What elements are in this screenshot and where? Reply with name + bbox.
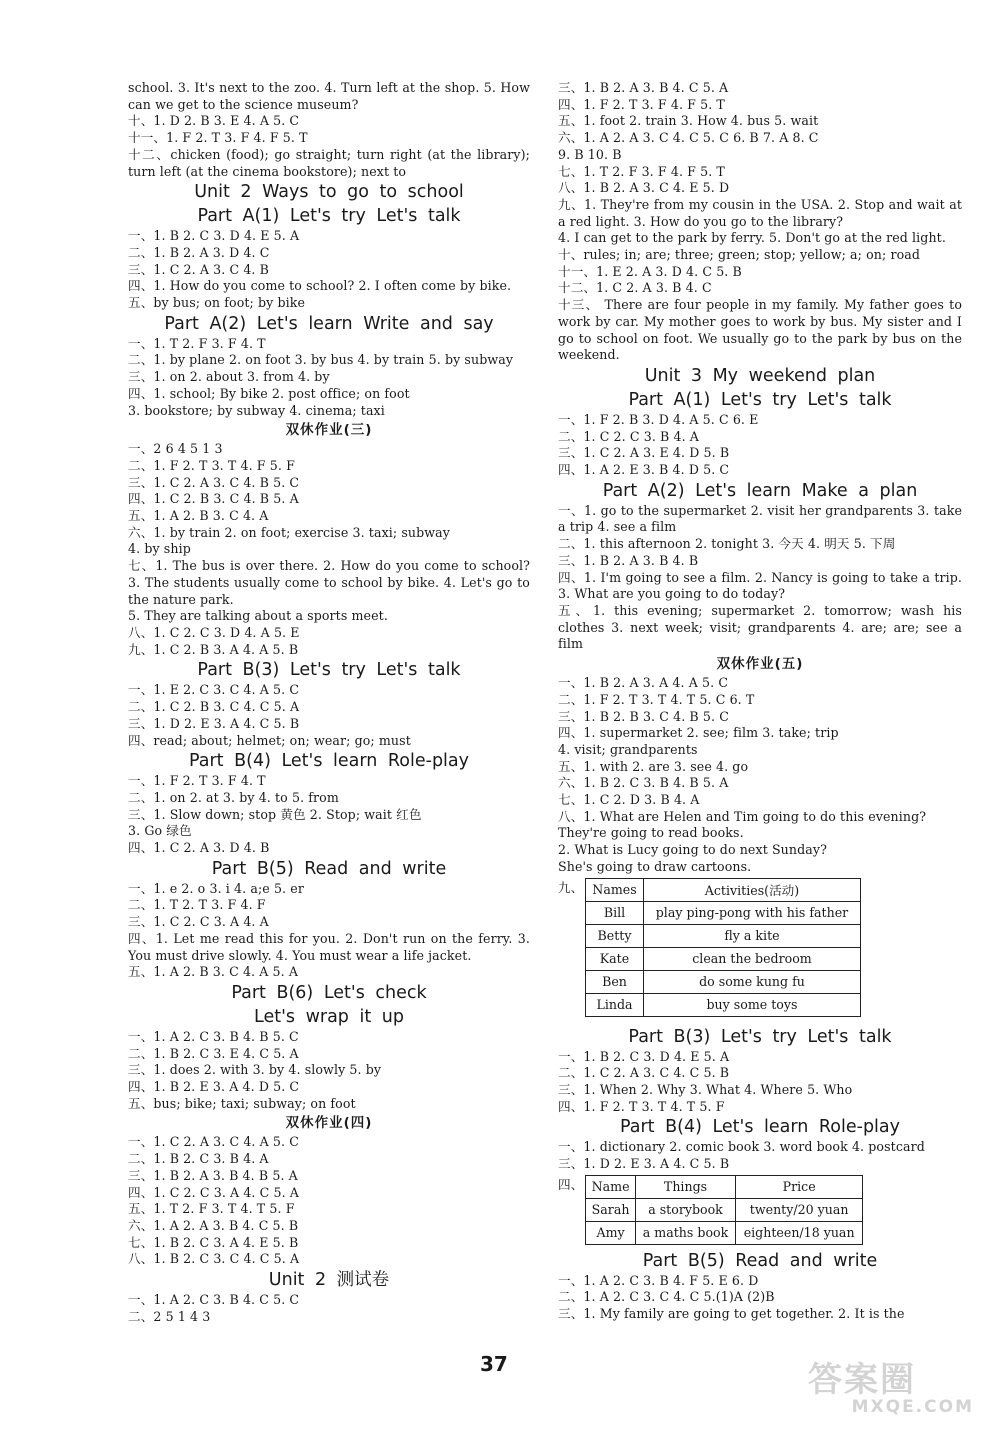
answer-line: 一、1. A 2. C 3. B 4. C 5. C (128, 1292, 300, 1308)
table-cell: Amy (586, 1221, 636, 1244)
answer-line: 八、1. B 2. A 3. C 4. E 5. D (558, 180, 730, 196)
answer-line: 六、1. B 2. C 3. B 4. B 5. A (558, 775, 729, 791)
table-cell: a maths book (635, 1221, 735, 1244)
table-cell: buy some toys (643, 993, 860, 1016)
answer-line: 七、1. T 2. F 3. F 4. F 5. T (558, 163, 725, 179)
answer-line: 9. B 10. B (558, 146, 622, 162)
weekend-homework-heading: 双休作业(四) (285, 1115, 373, 1132)
answer-line: 十一、1. F 2. T 3. F 4. F 5. T (128, 130, 308, 146)
answer-line: 五、1. with 2. are 3. see 4. go (558, 758, 749, 774)
answer-line: 十、rules; in; are; three; green; stop; yellow; a; on; road (558, 247, 921, 263)
table-cell: Sarah (586, 1198, 636, 1221)
answer-line: 3. bookstore; by subway 4. cinema; taxi (128, 402, 385, 418)
answer-line: 四、1. school; By bike 2. post office; on foot (128, 385, 410, 401)
answer-line: 四、1. F 2. T 3. T 4. T 5. F (558, 1098, 725, 1114)
section-heading: Part B(4) Let's learn Role-play (189, 751, 469, 772)
answer-line: 一、1. B 2. C 3. D 4. E 5. A (558, 1048, 730, 1064)
section-heading: Part B(3) Let's try Let's talk (628, 1026, 892, 1047)
answer-line: 四、1. A 2. E 3. B 4. D 5. C (558, 462, 730, 478)
table-header-row (586, 878, 861, 901)
table-cell: fly a kite (643, 924, 860, 947)
section-heading: Part B(3) Let's try Let's talk (197, 660, 461, 681)
watermark-text: 答案圈 (808, 1360, 916, 1400)
table-row (586, 1198, 863, 1221)
answer-line: 二、1. F 2. T 3. T 4. F 5. F (128, 457, 295, 473)
table-row (586, 1221, 863, 1244)
section-heading: Part B(6) Let's check (231, 982, 427, 1003)
table-cell: Ben (586, 970, 644, 993)
activities-table-block (558, 878, 962, 1017)
answer-line: 4. I can get to the park by ferry. 5. Don't go at the red light. (558, 230, 946, 246)
answer-line: 九、1. They're from my cousin in the USA. 2. Stop and wait at a red light. 3. How do you go to the library? (558, 196, 962, 229)
answer-line: 六、1. by train 2. on foot; exercise 3. taxi; subway (128, 524, 450, 540)
answer-line: 四、1. C 2. C 3. A 4. C 5. A (128, 1184, 299, 1200)
answer-line: 一、1. F 2. B 3. D 4. A 5. C 6. E (558, 411, 759, 427)
page-number: 37 (480, 1352, 508, 1376)
table-cell: eighteen/18 yuan (736, 1221, 863, 1244)
table-header-cell: Name (586, 1175, 636, 1198)
answer-line: 二、1. this afternoon 2. tonight 3. 今天 4. 明天 5. 下周 (558, 536, 896, 552)
section-heading: Part A(1) Let's try Let's talk (628, 389, 892, 410)
answer-line: 一、1. A 2. C 3. B 4. F 5. E 6. D (558, 1272, 759, 1288)
answer-line: 六、1. A 2. A 3. B 4. C 5. B (128, 1217, 299, 1233)
answer-line: 四、1. Let me read this for you. 2. Don't run on the ferry. 3. You must drive slowly. 4. You must wear a life jacket. (128, 930, 530, 963)
left-column (128, 80, 530, 1325)
answer-line: 二、1. by plane 2. on foot 3. by bus 4. by train 5. by subway (128, 352, 514, 368)
answer-line: 二、1. C 2. B 3. C 4. C 5. A (128, 699, 300, 715)
answer-line: 九、1. C 2. B 3. A 4. A 5. B (128, 641, 299, 657)
answer-line: 二、1. B 2. A 3. D 4. C (128, 244, 270, 260)
answer-line: 一、1. C 2. A 3. C 4. A 5. C (128, 1134, 299, 1150)
answer-line: 二、2 5 1 4 3 (128, 1308, 211, 1324)
section-heading: Part A(1) Let's try Let's talk (197, 206, 461, 227)
answer-line: 二、1. B 2. C 3. E 4. C 5. A (128, 1045, 299, 1061)
table-cell: Bill (586, 901, 644, 924)
answer-line: 二、1. C 2. C 3. B 4. A (558, 428, 699, 444)
answer-line: 三、1. D 2. E 3. A 4. C 5. B (128, 715, 300, 731)
answer-line: 二、1. T 2. T 3. F 4. F (128, 897, 266, 913)
table-cell: Betty (586, 924, 644, 947)
answer-line: 一、1. E 2. C 3. C 4. A 5. C (128, 682, 300, 698)
answer-line: 四、read; about; helmet; on; wear; go; must (128, 732, 411, 748)
table-row (586, 947, 861, 970)
table-cell: do some kung fu (643, 970, 860, 993)
watermark-url: MXQE.COM (851, 1397, 974, 1417)
answer-line: 一、1. F 2. T 3. F 4. T (128, 773, 266, 789)
section-heading: Part B(5) Read and write (211, 858, 447, 879)
answer-line: 二、1. F 2. T 3. T 4. T 5. C 6. T (558, 691, 755, 707)
answer-line: 三、1. B 2. B 3. C 4. B 5. C (558, 708, 729, 724)
answer-line: 五、1. A 2. B 3. C 4. A (128, 508, 269, 524)
answer-line: 二、1. B 2. C 3. B 4. A (128, 1151, 269, 1167)
answer-line: 四、1. I'm going to see a film. 2. Nancy is going to take a trip. 3. What are you going to do today? (558, 569, 962, 602)
section-heading: Part A(2) Let's learn Write and say (164, 313, 494, 334)
answer-line: 三、1. C 2. A 3. C 4. B 5. C (128, 474, 300, 490)
answer-line: 五、1. T 2. F 3. T 4. T 5. F (128, 1201, 295, 1217)
answer-line: They're going to read books. (558, 825, 744, 841)
answer-line: 八、1. C 2. C 3. D 4. A 5. E (128, 624, 300, 640)
weekend-homework-heading: 双休作业(五) (716, 656, 804, 673)
answer-line: 一、1. e 2. o 3. i 4. a;e 5. er (128, 880, 304, 896)
answer-line: 五、by bus; on foot; by bike (128, 295, 306, 311)
answer-line: 七、1. B 2. C 3. A 4. E 5. B (128, 1234, 299, 1250)
answer-line: 四、1. supermarket 2. see; film 3. take; trip (558, 725, 839, 741)
answer-line: 一、1. go to the supermarket 2. visit her grandparents 3. take a trip 4. see a film (558, 502, 962, 535)
answer-line: 五、1. this evening; supermarket 2. tomorrow; wash his clothes 3. next week; visit; grandparents 4. are; are; see a film (558, 602, 962, 652)
answer-line: 一、1. B 2. C 3. D 4. E 5. A (128, 228, 300, 244)
table-row (586, 970, 861, 993)
answer-line: 4. by ship (128, 541, 191, 557)
question-number: 九、 (558, 879, 584, 895)
answer-line: 三、1. C 2. C 3. A 4. A (128, 914, 269, 930)
section-heading: Let's wrap it up (254, 1006, 404, 1027)
answer-line: 十二、chicken (food); go straight; turn right (at the library); turn left (at the cinema bookstore); next to (128, 146, 530, 179)
section-heading: Part B(5) Read and write (642, 1250, 878, 1271)
answer-line: 三、1. My family are going to get together. 2. It is the (558, 1306, 905, 1322)
answer-line: 三、1. B 2. A 3. B 4. B (558, 552, 699, 568)
activities-table (585, 878, 861, 1017)
table-row (586, 901, 861, 924)
table-header-cell: Activities(活动) (643, 878, 860, 901)
answer-line: 四、1. F 2. T 3. F 4. F 5. T (558, 96, 725, 112)
price-table-block (558, 1175, 962, 1245)
answer-line: 二、1. A 2. C 3. C 4. C 5.(1)A (2)B (558, 1289, 775, 1305)
answer-line: 一、1. A 2. C 3. B 4. B 5. C (128, 1028, 299, 1044)
answer-line: 一、2 6 4 5 1 3 (128, 441, 223, 457)
table-header-cell: Things (635, 1175, 735, 1198)
answer-line: 三、1. C 2. A 3. C 4. B (128, 261, 269, 277)
answer-line: 二、1. on 2. at 3. by 4. to 5. from (128, 789, 339, 805)
answer-line: She's going to draw cartoons. (558, 858, 752, 874)
answer-line: 一、1. T 2. F 3. F 4. T (128, 335, 266, 351)
right-column (558, 80, 962, 1323)
section-heading: Unit 2 测试卷 (268, 1270, 390, 1291)
table-cell: Linda (586, 993, 644, 1016)
answer-line: 4. visit; grandparents (558, 741, 698, 757)
answer-line: school. 3. It's next to the zoo. 4. Turn left at the shop. 5. How can we get to the science museum? (128, 80, 530, 112)
answer-line: 三、1. does 2. with 3. by 4. slowly 5. by (128, 1062, 382, 1078)
section-heading: Part B(4) Let's learn Role-play (620, 1117, 900, 1138)
answer-line: 四、1. C 2. B 3. C 4. B 5. A (128, 491, 299, 507)
table-cell: twenty/20 yuan (736, 1198, 863, 1221)
answer-line: 七、1. C 2. D 3. B 4. A (558, 792, 700, 808)
answer-line: 5. They are talking about a sports meet. (128, 608, 388, 624)
answer-line: 2. What is Lucy going to do next Sunday? (558, 842, 827, 858)
answer-line: 二、1. C 2. A 3. C 4. C 5. B (558, 1065, 730, 1081)
question-number: 四、 (558, 1176, 584, 1192)
table-cell: Kate (586, 947, 644, 970)
answer-line: 三、1. Slow down; stop 黄色 2. Stop; wait 红色 (128, 806, 422, 822)
table-cell: a storybook (635, 1198, 735, 1221)
answer-line: 五、1. foot 2. train 3. How 4. bus 5. wait (558, 113, 819, 129)
table-cell: clean the bedroom (643, 947, 860, 970)
weekend-homework-heading: 双休作业(三) (285, 422, 373, 439)
answer-line: 十二、1. C 2. A 3. B 4. C (558, 280, 712, 296)
section-heading: Part A(2) Let's learn Make a plan (602, 480, 918, 501)
answer-line: 一、1. dictionary 2. comic book 3. word book 4. postcard (558, 1139, 925, 1155)
price-table (585, 1175, 863, 1245)
answer-line: 十、1. D 2. B 3. E 4. A 5. C (128, 113, 300, 129)
answer-line: 六、1. A 2. A 3. C 4. C 5. C 6. B 7. A 8. C (558, 130, 819, 146)
answer-line: 四、1. C 2. A 3. D 4. B (128, 840, 270, 856)
answer-line: 三、1. B 2. A 3. B 4. C 5. A (558, 80, 729, 95)
answer-line: 十三、 There are four people in my family. My father goes to work by car. My mother goes to work by bus. My sister and I go to school on foot. We usually go to the park by bus on the weekend. (558, 297, 962, 363)
answer-line: 三、1. When 2. Why 3. What 4. Where 5. Who (558, 1081, 853, 1097)
table-row (586, 924, 861, 947)
answer-line: 五、bus; bike; taxi; subway; on foot (128, 1095, 356, 1111)
section-heading: Unit 2 Ways to go to school (194, 182, 464, 203)
answer-line: 一、1. B 2. A 3. A 4. A 5. C (558, 675, 729, 691)
answer-line: 三、1. on 2. about 3. from 4. by (128, 369, 330, 385)
watermark-logo (808, 1362, 974, 1418)
answer-line: 四、1. How do you come to school? 2. I often come by bike. (128, 278, 512, 294)
answer-line: 三、1. D 2. E 3. A 4. C 5. B (558, 1156, 730, 1172)
table-cell: play ping-pong with his father (643, 901, 860, 924)
table-header-cell: Price (736, 1175, 863, 1198)
answer-line: 三、1. B 2. A 3. B 4. B 5. A (128, 1167, 298, 1183)
section-heading: Unit 3 My weekend plan (644, 365, 876, 386)
answer-line: 三、1. C 2. A 3. E 4. D 5. B (558, 445, 730, 461)
answer-line: 八、1. What are Helen and Tim going to do this evening? (558, 808, 927, 824)
answer-line: 七、1. The bus is over there. 2. How do you come to school? 3. The students usually come to school by bike. 4. Let's go to the nature park. (128, 558, 530, 607)
table-header-row (586, 1175, 863, 1198)
table-header-cell: Names (586, 878, 644, 901)
answer-line: 3. Go 绿色 (128, 823, 192, 839)
answer-line: 十一、1. E 2. A 3. D 4. C 5. B (558, 263, 742, 279)
table-row (586, 993, 861, 1016)
answer-line: 四、1. B 2. E 3. A 4. D 5. C (128, 1079, 300, 1095)
answer-line: 八、1. B 2. C 3. C 4. C 5. A (128, 1251, 300, 1267)
answer-line: 五、1. A 2. B 3. C 4. A 5. A (128, 964, 299, 980)
